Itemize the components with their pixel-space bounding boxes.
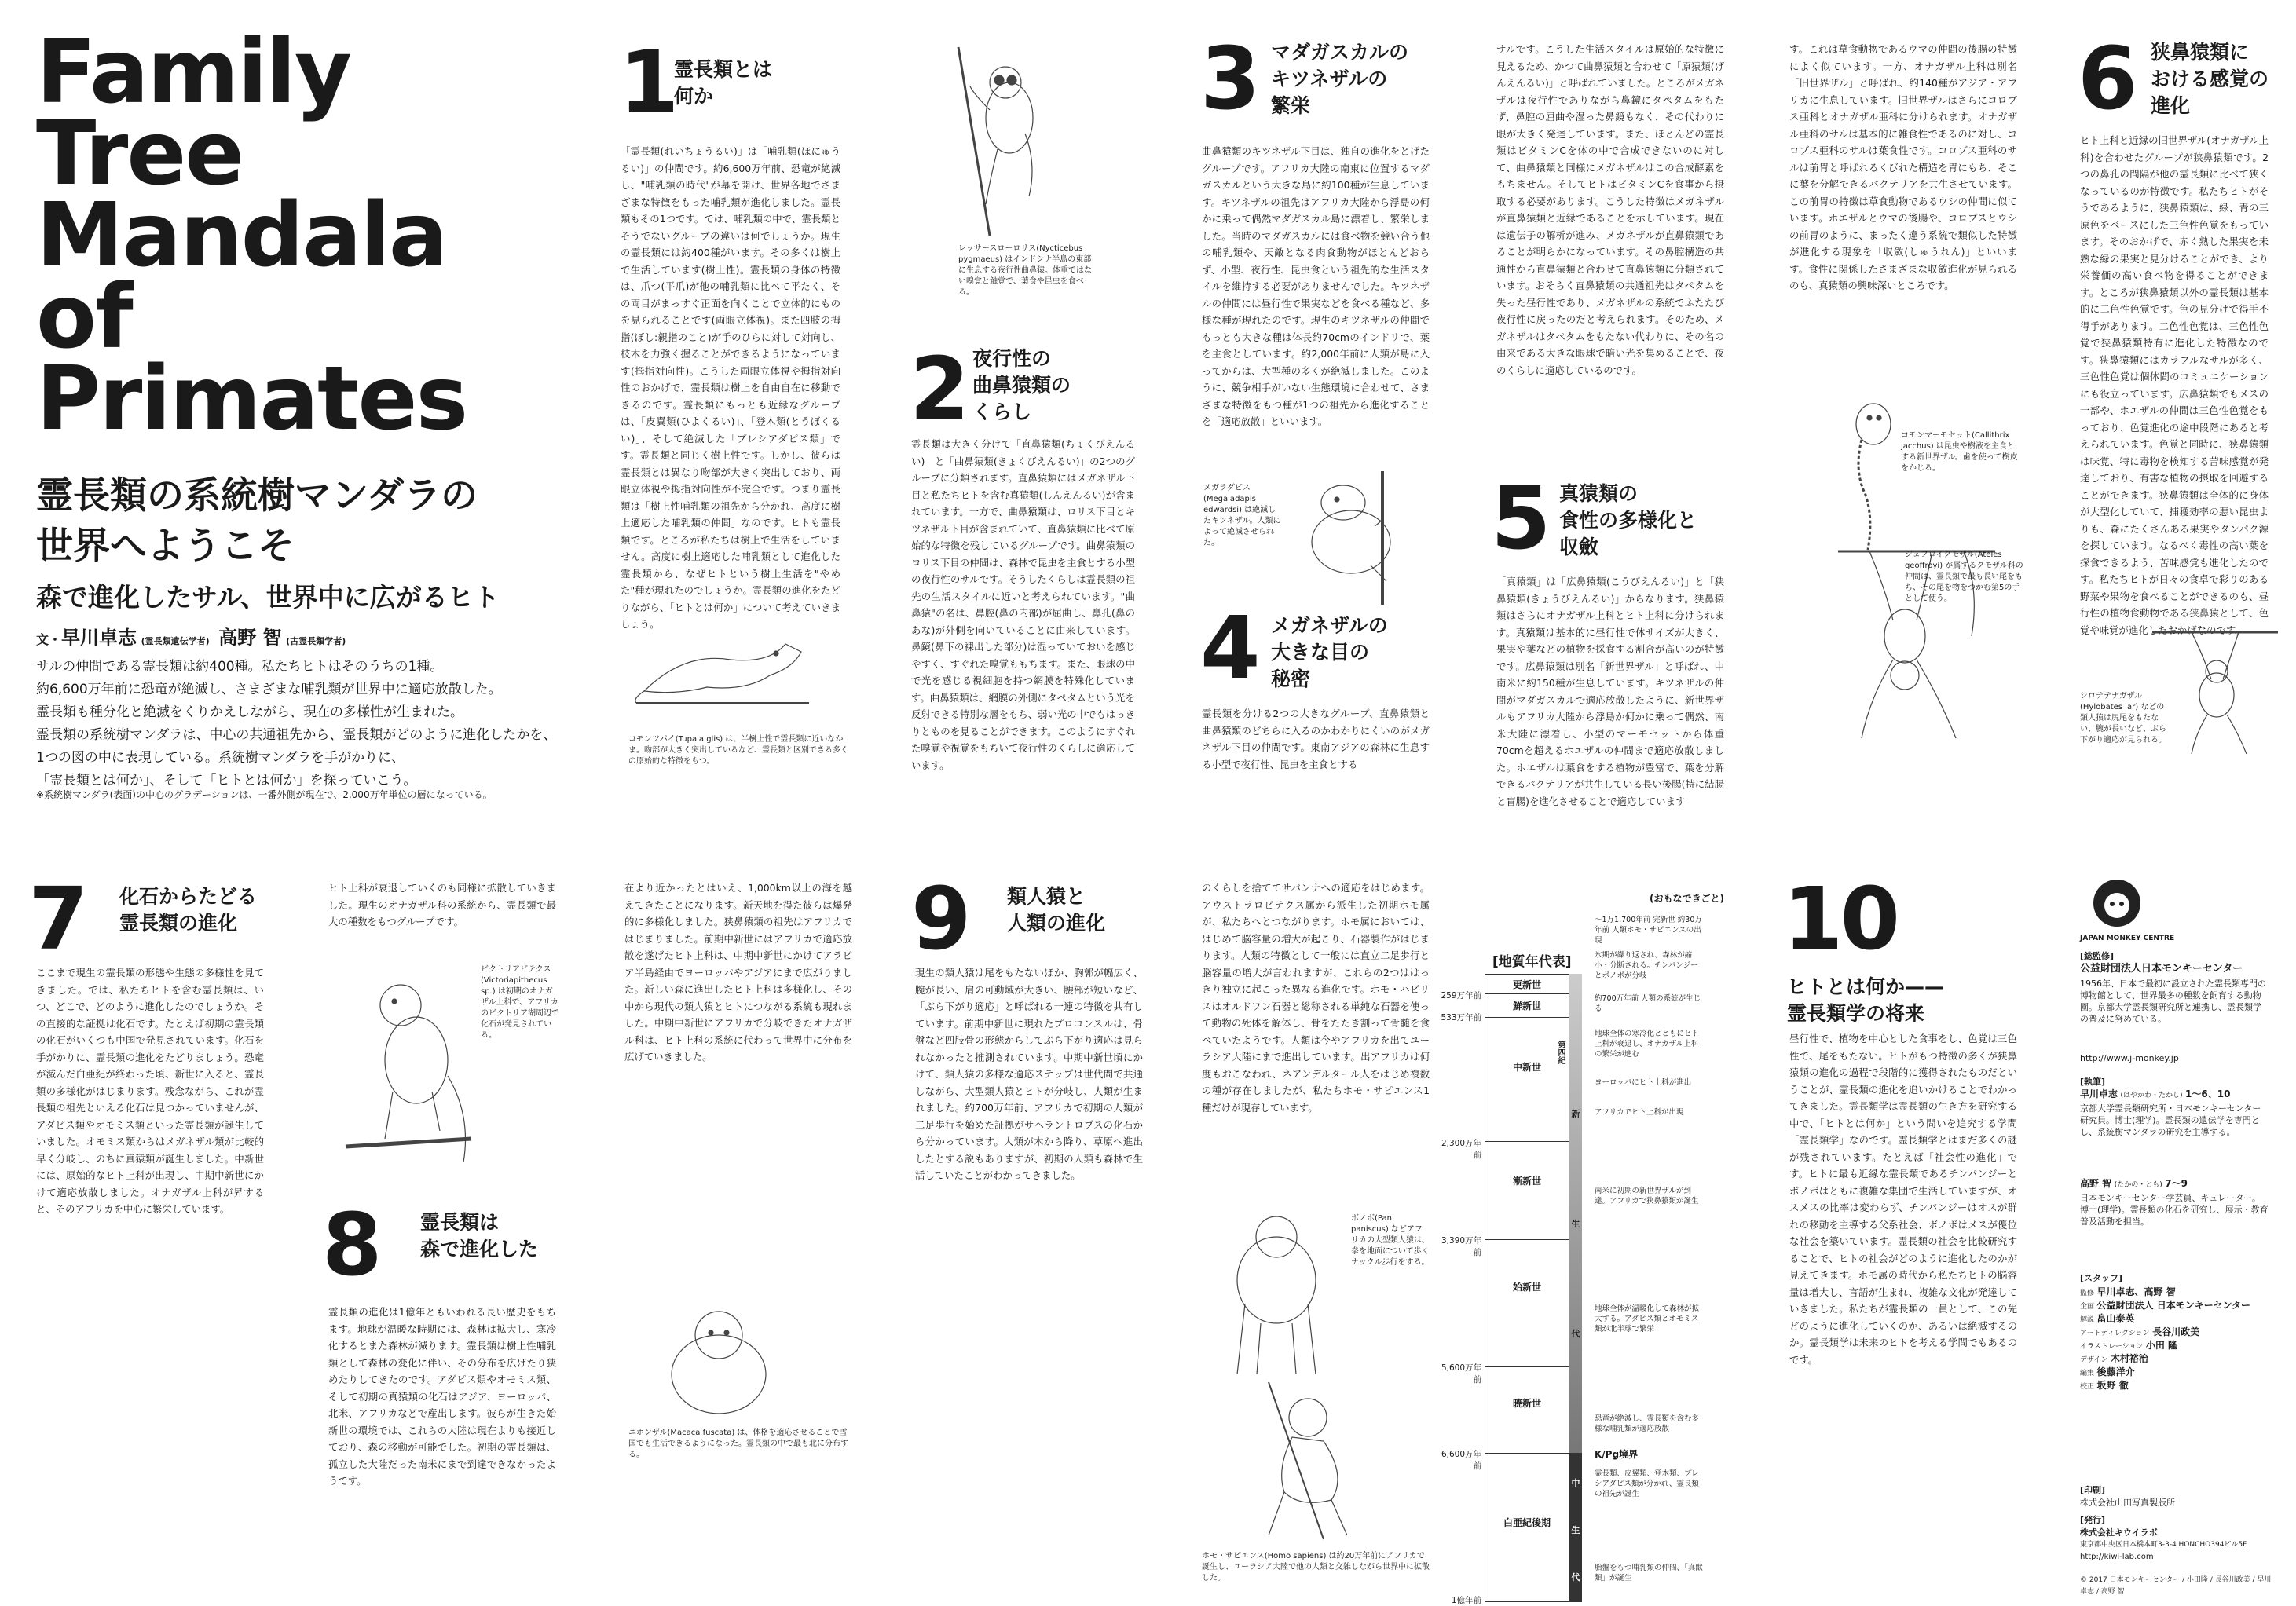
- section-body: 現生の類人猿は尾をもたないほか、胸郭が幅広く、腕が長い、肩の可動域が大きい、腰部が短いなど、「ぶら下がり適応」と呼ばれる一連の特徴を共有しています。前期中新世に現れたプロコンスルは、骨盤など四肢骨の形態からしてぶら下がり適応は見られなかったと推測されています。中期中新世頃にかけて、類人猿の多様な適応ステップは世代間で共通しながら、大型類人猿とヒトが分岐し、人類が生まれました。約700万年前、アフリカで初期の人類が二足歩行を始めた証拠がサヘラントロプスの化石から分かっています。人類が木から降り、草原へ進出したとする説もありますが、初期の人類も森林で生活していたことがわかってきました。: [915, 967, 1143, 1181]
- era-divider: [1485, 1141, 1569, 1142]
- heading-line: 霊長類の進化: [119, 912, 238, 935]
- timeline-event: 霊長類、皮翼類、登木類、プレシアダピス類が分かれ、霊長類の祖先が誕生: [1595, 1469, 1699, 1498]
- printer: 株式会社山田写真製版所: [2080, 1498, 2175, 1508]
- section-heading: [1271, 613, 1388, 693]
- timeline-event: 約700万年前 人類の系統が生じる: [1595, 994, 1701, 1013]
- age-label: 259万年前: [1441, 991, 1481, 1001]
- timeline-event: アフリカでヒト上科が出現: [1595, 1108, 1684, 1117]
- writer-2: [2080, 1178, 2188, 1191]
- staff-row: [2080, 1353, 2269, 1366]
- heading-line: 大きな目の: [1271, 641, 1370, 664]
- timeline-event: 南米に初期の新世界ザルが到達。アフリカで狭鼻猿類が誕生: [1595, 1187, 1699, 1205]
- heading-line: 食性の多様化と: [1559, 509, 1697, 532]
- lead-line: 霊長類も種分化と絶滅をくりかえしながら、現在の多様性が生まれた。: [36, 704, 463, 720]
- heading-line: 秘密: [1271, 668, 1311, 690]
- byline: [36, 622, 346, 649]
- section-body: 霊長類の進化は1億年ともいわれる長い歴史をもちます。地球が温暖な時期には、森林は拡大し、寒冷化するとまた森林が減ります。霊長類は樹上性哺乳類として森林の変化に伴い、その分布を広げたり狭めたりしてきたのです。アダピス類やオモミス類、そして初期の真猿類の化石はアジア、ヨーロッパ、北米、アフリカなどで産出します。彼らが生きた始新世の環境では、これらの大陸は現在よりも接近しており、森の移動が可能でした。初期の霊長類は、孤立した大陸だった南米にまで到達できなかったようです。: [328, 1306, 556, 1487]
- section-body: 昼行性で、植物を中心とした食事をし、色覚は三色性で、尾をもたない。ヒトがもつ特徴の多くが狭鼻猿類の進化の過程で段階的に獲得されたものだということが、霊長類の進化を追いかけることでわかってきました。霊長類学は霊長類の生き方を研究する中で、「ヒトとは何か」という問いを追究する学問「霊長類学」なのです。霊長類学とはまだ多くの謎が残されています。たとえば「社会性の進化」です。ヒトに最も近縁な霊長類であるチンパンジーとボノボはともに複雑な集団で生活していますが、オスメスの比率は変わらず、チンパンジーはオスが群れの移動を主導する父系社会、ボノボはメスが優位な社会を築いています。霊長類の社会を比較研究することで、ヒトの社会がどのように進化したのかが見えてきます。ホモ属の時代から私たちヒトの脳容量は増大し、言語が生まれ、複雑な文化が発達していきました。私たちが霊長類の一員として、この先どのように進化していくのか、あるいは絶滅するのか。霊長類学は未来のヒトを考える学問でもあるのです。: [1789, 1033, 2017, 1366]
- heading-line: くらし: [972, 401, 1032, 423]
- section-body: 「真猿類」は「広鼻猿類(こうびえんるい)」と「狭鼻猿類(きょうびえんるい)」からなります。狭鼻猿類はさらにオナガザル上科とヒト上科に分けられます。真猿類は基本的に昼行性で体サイズが大きく、果実や葉などの植物を採食する割合が高いのが特徴です。広鼻猿類は別名「新世界ザル」と呼ばれ、中南米に約150種が生息しています。キツネザルの仲間がマダガスカルで適応放散したように、新世界ザルもアフリカ大陸から浮島か何かに乗って偶然、南米大陸に漂着し、小型のマーモセットから体重70cmを超えるホエザルの仲間まで適応放散しました。ホエザルは葉食をする植物が豊富で、葉を分解できるバクテリアが共生している長い後腸(特に結腸と盲腸)を進化させることで適応しています: [1496, 576, 1724, 807]
- era-label: 更新世: [1512, 979, 1541, 990]
- period-label: 生: [1571, 1219, 1580, 1229]
- jp-title-line: 世界へようこそ: [36, 525, 295, 568]
- staff-row: [2080, 1380, 2269, 1393]
- slow-loris-illustration: [943, 47, 1076, 236]
- heading-line: マダガスカルの: [1271, 41, 1409, 64]
- writer-description: 京都大学霊長類研究所・日本モンキーセンター研究員。博士(理学)。霊長類の遺伝学を専門とし、系統樹マンダラの研究を主導する。: [2080, 1103, 2261, 1137]
- section-number: 5: [1491, 468, 1548, 569]
- era-bar-cenozoic: [1569, 974, 1582, 1453]
- section-heading: [1007, 883, 1105, 937]
- heading-line: 類人猿と: [1007, 885, 1086, 908]
- tree-shrew-caption: コモンツパイ(Tupaia glis) は、半樹上性で霊長類に近いなかま。吻部が大きく突出しているなど、霊長類と区別できる多くの原始的な特徴をもつ。: [628, 735, 848, 766]
- writer-name: 早川卓志: [2080, 1088, 2118, 1099]
- heading-line: 森で進化した: [420, 1238, 539, 1260]
- title-line: of: [36, 266, 132, 368]
- heading-line: 霊長類とは: [674, 58, 773, 81]
- jp-title-line: 霊長類の系統樹マンダラの: [36, 474, 478, 518]
- timeline-event: 〜1万1,700年前 完新世 約30万年前 人類ホモ・サピエンスの出現: [1595, 916, 1702, 945]
- period-label: 中: [1571, 1478, 1580, 1488]
- lead-line: 約6,600万年前に恐竜が絶滅し、さまざまな哺乳類が世界中に適応放散した。: [36, 682, 502, 697]
- marmoset-illustration: [1830, 393, 1909, 550]
- section-number: 6: [2078, 28, 2135, 129]
- section-body: 曲鼻猿類のキツネザル下目は、独自の進化をとげたグループです。アフリカ大陸の南東に位置するマダガスカルという大きな島に約100種が生息しています。キツネザルの祖先はアフリカ大陸から浮島の何かに乗って偶然マダガスカル島に漂着し、繁栄しました。当時のマダガスカルには食べ物を競い合う他の哺乳類や、天敵となる肉食動物がほとんどおらず、小型、夜行性、昆虫食という祖先的な生活スタイルを維持する必要がありませんでした。キツネザルの仲間には昼行性で果実などを食べる種など、多様な種が現れたのです。現生のキツネザルの仲間でもっとも大きな種は体長約70cmのインドリで、葉を主食としています。約2,000年前に人類が島に入ってからは、大型種の多くが絶滅しました。このように、競争相手がいない生態環境に合わせて、さまざまな特徴をもつ種が1つの祖先から進化することを「適応放散」といいます。: [1202, 145, 1430, 427]
- era-label: 暁新世: [1512, 1398, 1541, 1409]
- staff-name: 後藤洋介: [2096, 1366, 2135, 1377]
- age-label: 6,600万年前: [1441, 1450, 1481, 1471]
- publisher-address: 東京都中央区日本橋本町3-3-4 HONCHO394ビル5F: [2080, 1541, 2247, 1549]
- timeline-event: 胎盤をもつ哺乳類の仲間、「真獣類」が誕生: [1595, 1564, 1703, 1582]
- section-number: 9: [911, 869, 969, 969]
- era-divider: [1485, 1366, 1569, 1367]
- copyright: © 2017 日本モンキーセンター / 小田隆 / 長谷川政美 / 早川卓志 / 高野 智: [2080, 1576, 2272, 1596]
- staff-role: 監修: [2080, 1290, 2095, 1297]
- org-description: 1956年、日本で最初に設立された霊長類専門の博物館として、世界最多の種数を飼育する動物園。京都大学霊長類研究所と連携し、霊長類学の普及に努めている。: [2080, 979, 2266, 1024]
- timeline-event: 恐竜が絶滅し、霊長類を含む多様な哺乳類が適応放散: [1595, 1414, 1700, 1433]
- heading-line: 何か: [674, 85, 714, 108]
- staff-role: 校正: [2080, 1383, 2095, 1391]
- staff-name: 公益財団法人 日本モンキーセンター: [2096, 1300, 2250, 1311]
- heading-line: 人類の進化: [1007, 912, 1106, 935]
- staff-name: 畠山泰英: [2096, 1313, 2135, 1324]
- bonobo-illustration: [1214, 1209, 1347, 1382]
- heading-line: おける感覚の: [2151, 68, 2269, 90]
- heading-line: 繁栄: [1271, 94, 1311, 117]
- section-body: 「霊長類(れいちょうるい)」は「哺乳類(ほにゅうるい)」の仲間です。約6,600万年前、恐竜が絶滅し、"哺乳類の時代"が幕を開け、世界各地でさまざまな特徴をもった哺乳類が進化しました。霊長類もその1つです。では、哺乳類の中で、霊長類とそうでないグループの違いは何でしょうか。現生の霊長類には約400種がいます。その多くは樹上で生活しています(樹上性)。霊長類の身体の特徴は、爪つ(平爪)が他の哺乳類に比べて平たく、その両目がまっすぐ正面を向くことで立体的にものを見られることです(両眼立体視)。また四肢の拇指(ぼし:親指のこと)が手のひらに対して対向し、枝木を力強く握ることができるようになっています(拇指対向性)。こうした両眼立体視や拇指対向性のおかげで、霊長類は樹上を自由自在に移動できるのです。霊長類にもっとも近縁なグループは、「皮翼類(ひよくるい)」、「登木類(とうぼくるい)」、そして絶滅した「プレシアダピス類」です。霊長類と同じく樹上性です。しかし、彼らは霊長類とは異なり吻部が大きく突出しており、両眼立体視や拇指対向性が不完全です。つまり霊長類は「樹上性哺乳類の祖先から分かれ、高度に樹上適応した哺乳類の仲間」なのです。ヒトも霊長類です。ところが私たちは樹上で生活をしていません。高度に樹上適応した哺乳類として進化した霊長類から、なぜヒトという樹上生活を"やめた"種が現れたのでしょうか。霊長類の進化をたどりながら、「ヒトとは何か」について考えていきましょう。: [621, 145, 840, 630]
- lead-line: 霊長類の系統樹マンダラは、中心の共通祖先から、霊長類がどのように進化したかを、: [36, 727, 557, 743]
- title-line: Mandala: [36, 185, 447, 287]
- staff-name: 小田 隆: [2145, 1340, 2178, 1351]
- staff-name: 坂野 徹: [2096, 1380, 2129, 1391]
- heading-line: キツネザルの: [1271, 68, 1388, 90]
- gibbon-illustration: [2152, 624, 2278, 758]
- period-label: 代: [1571, 1329, 1580, 1339]
- section-number: 2: [910, 338, 967, 439]
- staff-row: [2080, 1366, 2269, 1380]
- monkey-centre-logo: [2089, 876, 2144, 931]
- lead-paragraph: [36, 656, 557, 792]
- staff-role: イラストレーション: [2080, 1343, 2144, 1351]
- age-label: 533万年前: [1441, 1013, 1481, 1022]
- section-number: 3: [1200, 28, 1258, 129]
- era-label: 漸新世: [1512, 1176, 1541, 1187]
- macaque-caption: ニホンザル(Macaca fuscata) は、体格を適応させることで雪国でも生活できるようになった。霊長類の中で最も北に分布する。: [628, 1429, 848, 1459]
- section-number: 1: [619, 32, 676, 133]
- info-label: [総監修]: [2080, 951, 2115, 961]
- section-heading: [1559, 481, 1697, 561]
- victoriapithecus-caption: ビクトリアピテクス(Victoriapithecus sp.) は初期のオナガザル上科で、アフリカのビクトリア湖周辺で化石が発見されている。: [481, 965, 559, 1040]
- title-line: Family: [36, 21, 351, 123]
- victoriapithecus-illustration: [330, 958, 479, 1186]
- author-name: 早川卓志: [61, 627, 137, 649]
- timeline-event: ヨーロッパにヒト上科が進出: [1595, 1078, 1692, 1087]
- heading-line: 霊長類学の将来: [1787, 1002, 1925, 1025]
- staff-role: デザイン: [2080, 1356, 2108, 1364]
- writer-name: 高野 智: [2080, 1178, 2112, 1189]
- subtitle: 森で進化したサル、世界中に広がるヒト: [36, 582, 500, 613]
- slow-loris-caption: レッサースローロリス(Nycticebus pygmaeus) はインドシナ半島の東部に生息する夜行性曲鼻猿。体重ではない嗅覚と触覚で、葉食や昆虫を食べる。: [958, 244, 1092, 297]
- byline-prefix: 文・: [36, 632, 62, 647]
- info-label: [印刷]: [2080, 1485, 2106, 1495]
- age-label: 2,300万年前: [1441, 1139, 1481, 1160]
- heading-line: 夜行性の: [972, 347, 1052, 370]
- title-line: Primates: [36, 348, 467, 450]
- publisher: 株式会社キウイラボ: [2080, 1527, 2158, 1538]
- megaladapis-illustration: [1288, 471, 1430, 605]
- writer-description: 日本モンキーセンター学芸員、キュレーター。博士(理学)。霊長類の化石を研究し、展示・教育普及活動を担当。: [2080, 1193, 2269, 1227]
- author-role: (霊長類遺伝学者): [141, 636, 210, 646]
- homo-illustration: [1221, 1382, 1379, 1539]
- writer-sections: 1〜6、10: [2185, 1088, 2231, 1099]
- heading-line: ヒトとは何か——: [1787, 975, 1945, 998]
- staff-name: 早川卓志、高野 智: [2096, 1286, 2176, 1297]
- era-divider: [1485, 1239, 1569, 1240]
- timeline-title: [地質年代表]: [1492, 954, 1572, 970]
- publisher-url[interactable]: http://kiwi-lab.com: [2080, 1553, 2154, 1561]
- lead-line: サルの仲間である霊長類は約400種。私たちヒトはそのうちの1種。: [36, 659, 444, 675]
- homo-caption: ホモ・サピエンス(Homo sapiens) は約20万年前にアフリカで誕生し、ユーラシア大陸で他の人類と交雑しながら世界中に拡散した。: [1202, 1552, 1430, 1582]
- gibbon-caption: シロテテナガザル(Hylobates lar) などの類人猿は尻尾をもたない、腕が長いなど、ぶら下がり適応が見られる。: [2080, 692, 2166, 744]
- mandala-note: ※系統樹マンダラ(表面)の中心のグラデーションは、一番外側が現在で、2,000万年単位の層になっている。: [36, 789, 493, 800]
- marmoset-caption: コモンマーモセット(Callithrix jacchus) は昆虫や樹液を主食とする新世界ザル。歯を使って樹皮をかじる。: [1901, 431, 2018, 473]
- heading-line: 化石からたどる: [119, 885, 258, 908]
- era-divider: [1485, 1017, 1569, 1018]
- period-label: 第四紀: [1556, 1041, 1565, 1064]
- japanese-title: [36, 471, 539, 572]
- section-number: 10: [1783, 869, 1898, 969]
- macaque-illustration: [656, 1300, 782, 1418]
- staff-name: 長谷川政美: [2152, 1326, 2200, 1337]
- section-body-continued: 在より近かったとはいえ、1,000km以上の海を越えてきたことになります。新天地を得た彼らは爆発的に多様化しました。狭鼻猿類の祖先はアフリカではじまりました。前期中新世にはアフリカで適応放散を遂げたヒト上科は、中期中新世にかけてアラビア半島経由でヨーロッパやアジアにまで広がりました。新しい森に進出したヒト上科は多様化し、その中から現代の類人猿とヒトにつながる系統も現れました。中期中新世にアフリカで分岐できたオナガザル科は、ヒト上科の系統に代わって世界中に分布を広げていきました。: [624, 882, 852, 1063]
- section-number: 7: [28, 869, 86, 969]
- era-divider: [1485, 993, 1569, 994]
- section-body: 霊長類は大きく分けて「直鼻猿類(ちょくびえんるい)」と「曲鼻猿類(きょくびえんるい)」の2つのグループに分類されます。直鼻猿類にはメガネザル下目と私たちヒトを含む真猿類(しんえんるい)が含まれています。一方で、曲鼻猿類は、ロリス下目とキツネザル下目が含まれていて、直鼻猿類に比べて原始的な特徴を残しているグループです。曲鼻猿類のロリス下目の仲間は、森林で昆虫を主食とする小型の夜行性のサルです。そうしたくらしは霊長類の祖先の生活スタイルに近いと考えられています。"曲鼻猿"の名は、鼻腔(鼻の内部)が屈曲し、鼻孔(鼻のあな)が外側を向いていることに由来しています。鼻鏡(鼻下の裸出した部分)は湿っていておいを感じやすく、すぐれた嗅覚ももちます。また、眼球の中で光を感じる視細胞を持つ網膜を特殊化しています。曲鼻猿類は、網膜の外側にタペタムという光を反射できる特別な層をもち、弱い光の中でもはっきりとものを見ることができます。このようにすぐれた嗅覚や視覚をもちいて夜行性のくらしに適応しています。: [911, 438, 1135, 771]
- timeline-kpg: K/Pg境界: [1595, 1449, 1639, 1460]
- bonobo-caption: ボノボ(Pan paniscus) などアフリカの大型類人猿は、拳を地面について歩くナックル歩行をする。: [1351, 1214, 1430, 1267]
- heading-line: 収斂: [1559, 536, 1599, 558]
- section-heading: [2151, 39, 2269, 119]
- section-heading: [420, 1209, 538, 1263]
- section-heading: [674, 57, 772, 110]
- era-label: 鮮新世: [1512, 1001, 1541, 1012]
- english-title: [36, 21, 570, 450]
- writer-kana: (はやかわ・たかし): [2120, 1092, 2183, 1099]
- org-name: 公益財団法人日本モンキーセンター: [2080, 963, 2243, 975]
- staff-name: 木村裕治: [2110, 1353, 2148, 1364]
- staff-row: [2080, 1313, 2269, 1326]
- lead-line: 「霊長類とは何か」、そして「ヒトとは何か」を探っていこう。: [36, 773, 417, 788]
- writer-1: [2080, 1088, 2230, 1102]
- writer-sections: 7〜9: [2165, 1178, 2188, 1189]
- timeline-events-title: (おもなできごと): [1650, 893, 1724, 904]
- geologic-timeline: [1437, 872, 1767, 1605]
- author-role: (古霊長類学者): [286, 636, 346, 646]
- heading-line: 真猿類の: [1559, 482, 1639, 505]
- section-body-continued: サルです。こうした生活スタイルは原始的な特徴に見えるため、かつて曲鼻猿類と合わせて「原猿類(げんえんるい)」と呼ばれていました。ところがメガネザルは夜行性でありながら鼻鏡にタペタムをもたず、鼻腔の屈曲や湿った鼻鏡もなく、その代わりに眼が大きく発達しています。また、ほとんどの霊長類はビタミンCを体の中で合成できないのに対して、曲鼻猿類と同様にメガネザルはこの合成酵素をもちません。そしてヒトはビタミンCを食事から摂取する必要があります。こうした特徴はメガネザルが直鼻猿類と近縁であることを示しています。現在は遺伝子の解析が進み、メガネザルが直鼻猿類であることが明らかになっています。その鼻腔構造の共通性から直鼻猿類と合わせて直鼻猿類に分類されています。おそらく直鼻猿類の共通祖先はタペタムを失った昼行性であり、メガネザルの系統でふたたび夜行性に戻ったのだと考えられます。そのため、メガネザルはタペタムをもたない代わりに、その名の由来である大きな眼球で暗い光を集めることで、夜のくらしに適応しているのです。: [1496, 43, 1724, 376]
- heading-line: メガネザルの: [1271, 614, 1388, 637]
- age-label: 1億年前: [1451, 1596, 1481, 1605]
- writer-kana: (たかの・とも): [2114, 1181, 2162, 1189]
- heading-line: 曲鼻猿類の: [972, 374, 1071, 397]
- author-name: 高野 智: [218, 627, 282, 649]
- section-body-continued: ヒト上科が衰退していくのも同様に拡散していきました。現生のオナガザル科の系統から、霊長類で最大の種数をもつグループです。: [328, 882, 556, 927]
- staff-role: 編集: [2080, 1370, 2095, 1377]
- period-label: 代: [1571, 1572, 1580, 1582]
- section-body-continued: のくらしを捨ててサバンナへの適応をはじめます。アウストラロピテクス属から派生した初期ホモ属が、私たちへとつながります。ホモ属においては、はじめて脳容量の増大が起こり、石器製作がはじまります。人類の特徴として一般には直立二足歩行と脳容量の増大が言われますが、これらの2つははっきり独立に起こった異なる進化です。ホモ・ハビリスはオルドワン石器と総称される単純な石器を使って動物の死体を解体し、骨をたたき割って骨髄を食べていたようです。人類は今やアフリカを出てユーラシア大陸にまで進出しています。出アフリカは何度もおこなわれ、ネアンデルタール人をはじめ複数の種が存在しましたが、私たちホモ・サピエンス1種だけが現存しています。: [1202, 882, 1430, 1114]
- section-heading: [119, 883, 257, 937]
- staff-list: [2080, 1286, 2269, 1393]
- heading-line: 霊長類は: [420, 1211, 500, 1234]
- age-label: 3,390万年前: [1441, 1236, 1481, 1257]
- megaladapis-caption: メガラダピス(Megaladapis edwardsi) は絶滅したキツネザル。人類によって絶滅させられた。: [1203, 484, 1281, 547]
- staff-role: 解説: [2080, 1316, 2095, 1324]
- lead-line: 1つの図の中に表現している。系統樹マンダラを手がかりに、: [36, 750, 405, 766]
- staff-row: [2080, 1340, 2269, 1353]
- staff-row: [2080, 1326, 2269, 1340]
- era-divider: [1485, 1453, 1569, 1454]
- section-body-continued: す。これは草食動物であるウマの仲間の後腸の特徴によく似ています。一方、オナガザル上科は別名「旧世界ザル」と呼ばれ、約140種がアジア・アフリカに生息しています。旧世界ザルはさらにコロブス亜科とオナガザル亜科に分けられます。オナガザル亜科のサルは基本的に雑食性であるのに対し、コロブス亜科のサルは葉食性です。コロブス亜科のサルは前胃と呼ばれるくびれた構造を胃にもち、そこに葉を分解できるバクテリアを共生させています。この前胃の特徴は草食動物であるウシの仲間に似ています。ホエザルとウマの後腸や、コロブスとウシの前胃のように、まったく違う系統で類似した特徴が進化する現象を「収斂(しゅうれん)」といいます。食性に関係したさまざまな収斂進化が見られるのも、真猿類の興味深いところです。: [1789, 43, 2017, 291]
- info-label: [スタッフ]: [2080, 1273, 2123, 1283]
- section-number: 8: [322, 1194, 379, 1295]
- title-line: Tree: [36, 103, 244, 205]
- section-body: 霊長類を分ける2つの大きなグループ、直鼻猿類と曲鼻猿類のどちらに入るのかわかりにくいのがメガネザル下目の仲間です。東南アジアの森林に生息する小型で夜行性、昆虫を主食とする: [1202, 708, 1430, 770]
- staff-role: アートディレクション: [2080, 1330, 2150, 1337]
- staff-row: [2080, 1300, 2269, 1313]
- info-label: [発行]: [2080, 1515, 2106, 1525]
- staff-role: 企画: [2080, 1303, 2095, 1311]
- heading-line: 狭鼻猿類に: [2151, 41, 2250, 64]
- era-label: 始新世: [1512, 1282, 1541, 1293]
- section-heading: [1271, 39, 1408, 119]
- era-label: 中新世: [1512, 1062, 1541, 1073]
- section-body: ヒト上科と近縁の旧世界ザル(オナガザル上科)を合わせたグループが狭鼻猿類です。2つの鼻孔の間隔が他の霊長類に比べて狭くなっているのが特徴です。私たちヒトがそうであるように、狭鼻猿類は、緑、青の三原色をベースにした三色性色覚をもっています。そのおかげで、赤く熟した果実を未熟な緑の果実と見分けることができ、より栄養価の高い食べ物を得ることができます。ところが狭鼻猿類以外の霊長類は基本的に二色性色覚です。色の見分けで得手不得手があります。二色性色覚は、三色性色覚で狭鼻猿類特有に進化した特徴なのです。狭鼻猿類にはカラフルなサルが多く、三色性色覚は個体間のコミュニケーションにも役立っています。広鼻猿類でもメスの一部や、ホエザルの仲間は三色性色覚をもっており、色覚進化の途中段階にあると考えられています。色覚と同時に、狭鼻猿類は味覚、特に毒物を検知する苦味感覚が発達しており、有害な植物の摂取を回避することができます。狭鼻猿類は全体的に身体が大型化していて、捕獲効率の悪い昆虫よりも、森にたくさんある果実やタンパク源を探しています。なるべく毒性の高い葉を探食できるよう、苦味感覚も進化したのです。私たちヒトが日々の食卓で彩りのある野菜や果物を食べることができるのも、昼行性の植物食動物である狭鼻猿として、色覚や味覚が進化したおかげなのです。: [2080, 134, 2269, 636]
- logo-caption: JAPAN MONKEY CENTRE: [2080, 935, 2175, 942]
- section-heading: [972, 346, 1071, 426]
- section-body: ここまで現生の霊長類の形態や生態の多様性を見てきました。では、私たちヒトを含む霊長類は、いつ、どこで、どのように進化したのでしょうか。その直接的な証拠は化石です。たとえば初期の霊長類の化石がいくつも中国で発見されています。化石を手がかりに、霊長類の進化をたどりましょう。恐竜が滅んだ白亜紀が終わった頃、新世に入ると、霊長類の多様化がはじまります。残念ながら、これが霊長類の祖先といえる化石は見つかっていませんが、アダピス類やオモミス類といった霊長類が誕生していました。オモミス類からはメガネザル類が比較的早く分岐し、のちに真猿類が誕生しました。中新世には、原始的なヒト上科が出現し、中期中新世にかけて適応放散しました。オナガザル上科が昇すると、そのアフリカを中心に繁栄しています。: [36, 967, 264, 1215]
- staff-row: [2080, 1286, 2269, 1300]
- heading-line: 進化: [2151, 94, 2191, 117]
- timeline-event: 氷期が繰り返され、森林が縮小・分断される。チンパンジーとボノボが分岐: [1595, 951, 1698, 980]
- era-label: 白亜紀後期: [1503, 1517, 1551, 1528]
- period-label: 新: [1571, 1109, 1580, 1119]
- org-url[interactable]: http://www.j-monkey.jp: [2080, 1053, 2179, 1063]
- tree-shrew-illustration: [636, 620, 809, 707]
- section-heading: [1787, 974, 1944, 1027]
- period-label: 生: [1571, 1525, 1580, 1535]
- section-number: 4: [1200, 598, 1258, 698]
- age-label: 5,600万年前: [1441, 1363, 1481, 1385]
- spider-monkey-caption: ジェフロイクモザル(Ateles geoffroyi) が属するクモザル科の仲間は、霊長類で最も長い尾をもち、その尾を物をつかむ第5の手として使う。: [1905, 551, 2023, 603]
- timeline-event: 地球全体の寒冷化とともにヒト上科が衰退し、オナガザル上科の繁栄が進む: [1595, 1030, 1700, 1059]
- timeline-event: 地球全体が温暖化して森林が拡大する。アダピス類とオモミス類が北半球で繁栄: [1595, 1304, 1700, 1333]
- info-label: [執筆]: [2080, 1077, 2106, 1087]
